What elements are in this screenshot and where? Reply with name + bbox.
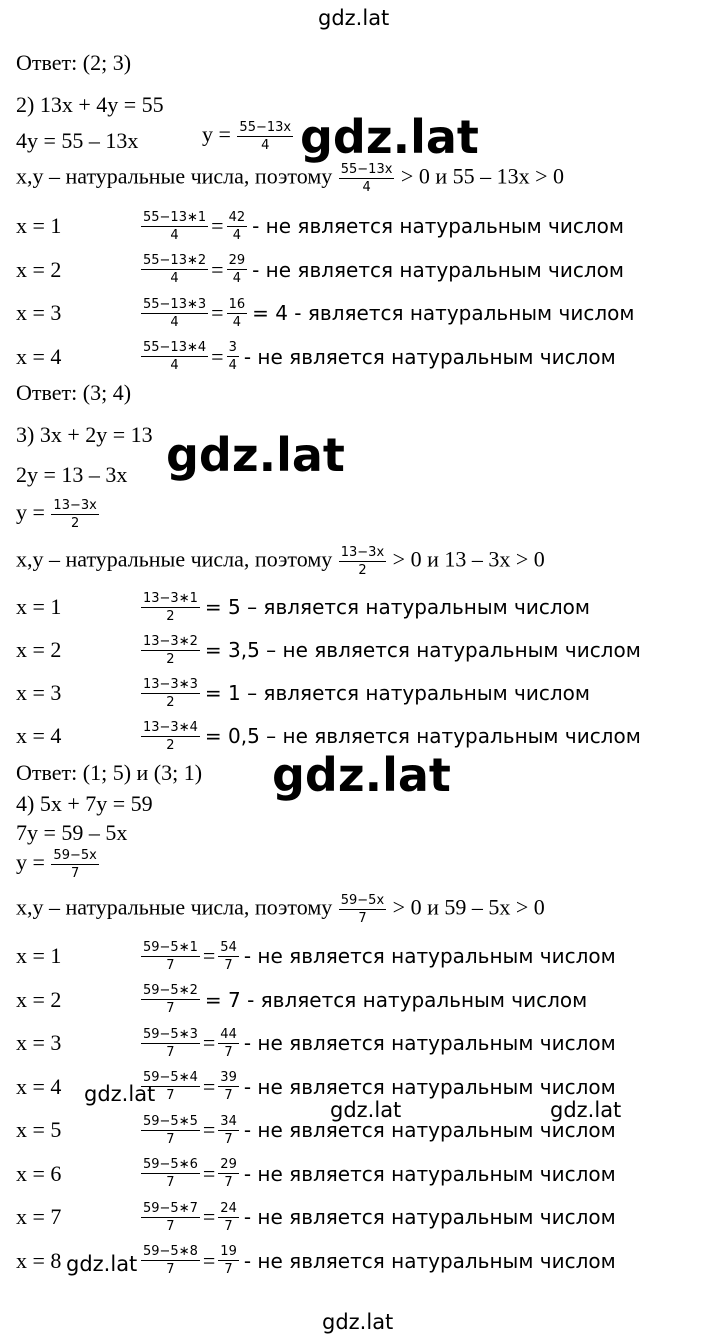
p4-title: 4) 5x + 7y = 59 bbox=[16, 791, 153, 816]
x-value: x = 8 bbox=[16, 1247, 62, 1273]
result-text: - не является натуральным числом bbox=[243, 944, 616, 968]
x-value: x = 1 bbox=[16, 943, 62, 968]
watermark-big: gdz.lat bbox=[272, 748, 451, 802]
p4-row-x1 bbox=[16, 934, 720, 978]
x-value: x = 2 bbox=[16, 256, 62, 282]
fraction: $\frac{55-13∗4}{4}$ bbox=[143, 340, 207, 373]
result-text: - не является натуральным числом bbox=[243, 1031, 616, 1055]
x-value: x = 4 bbox=[16, 343, 62, 369]
fraction: $\frac{13-3∗3}{2}$ bbox=[143, 676, 198, 710]
calculation bbox=[140, 934, 616, 978]
result-fraction: $\frac{42}{4}$ bbox=[228, 209, 246, 243]
calculation bbox=[140, 335, 616, 379]
x-value: x = 2 bbox=[16, 637, 62, 662]
watermark-small: gdz.lat bbox=[84, 1082, 156, 1106]
fraction: $\frac{55-13∗3}{4}$ bbox=[143, 296, 207, 330]
result-text: - не является натуральным числом bbox=[243, 1248, 616, 1273]
x-value: x = 3 bbox=[16, 300, 62, 325]
result-fraction: $\frac{29}{7}$ bbox=[220, 1157, 237, 1190]
fraction: $\frac{55-13x}{4}$ bbox=[340, 162, 393, 195]
p3-answer: Ответ: (1; 5) и (3; 1) bbox=[16, 760, 203, 785]
p3-equation: 2y = 13 – 3x bbox=[16, 462, 128, 487]
calculation bbox=[140, 1195, 616, 1239]
result-fraction: $\frac{24}{7}$ bbox=[220, 1200, 237, 1234]
p3-y-expression: y = $\frac{13-3x}{2}$ bbox=[16, 498, 97, 531]
answer-previous: Ответ: (2; 3) bbox=[16, 50, 132, 75]
fraction: $\frac{59-5∗8}{7}$ bbox=[143, 1244, 198, 1277]
fraction: $\frac{59-5x}{7}$ bbox=[53, 848, 97, 881]
fraction: $\frac{55-13x}{4}$ bbox=[239, 120, 292, 153]
x-value: x = 1 bbox=[16, 213, 62, 238]
calculation bbox=[140, 291, 634, 335]
p2-y-expression: y = $\frac{55-13x}{4}$ bbox=[202, 120, 292, 153]
result-fraction: $\frac{44}{7}$ bbox=[220, 1026, 237, 1060]
watermark-small: gdz.lat bbox=[550, 1098, 622, 1122]
result-text: - не является натуральным числом bbox=[243, 344, 616, 369]
equals-sign: = bbox=[202, 1204, 216, 1229]
x-value: x = 6 bbox=[16, 1160, 62, 1186]
p4-y-expression: y = $\frac{59-5x}{7}$ bbox=[16, 848, 97, 881]
fraction: $\frac{13-3∗2}{2}$ bbox=[143, 633, 198, 667]
result-fraction: $\frac{39}{7}$ bbox=[220, 1070, 237, 1103]
p2-row-x3 bbox=[16, 291, 720, 335]
p4-condition: x,y – натуральные числа, поэтому $\frac{59-5x}{7}$ > 0 и 59 – 5x > 0 bbox=[16, 893, 545, 926]
equals-sign: = bbox=[211, 256, 224, 282]
result-text: - не является натуральным числом bbox=[243, 1074, 616, 1099]
result-text: = 1 – является натуральным числом bbox=[204, 681, 590, 705]
result-text: - не является натуральным числом bbox=[252, 257, 624, 282]
equals-sign: = bbox=[202, 1160, 216, 1186]
fraction: $\frac{59-5∗4}{7}$ bbox=[143, 1070, 198, 1103]
result-fraction: $\frac{19}{7}$ bbox=[220, 1244, 237, 1277]
p4-row-x6 bbox=[16, 1152, 720, 1196]
fraction: $\frac{59-5∗2}{7}$ bbox=[143, 983, 198, 1016]
x-value: x = 2 bbox=[16, 986, 62, 1012]
result-fraction: $\frac{54}{7}$ bbox=[220, 939, 237, 973]
fraction: $\frac{13-3∗4}{2}$ bbox=[143, 719, 198, 753]
equals-sign: = bbox=[202, 1247, 216, 1273]
result-text: = 5 – является натуральным числом bbox=[204, 595, 590, 619]
fraction: $\frac{55-13∗2}{4}$ bbox=[143, 253, 207, 286]
p4-row-x7 bbox=[16, 1195, 720, 1239]
x-value: x = 7 bbox=[16, 1204, 62, 1229]
calculation bbox=[140, 204, 624, 248]
watermark-bottom: gdz.lat bbox=[322, 1310, 394, 1334]
calculation bbox=[140, 628, 641, 672]
result-fraction: $\frac{3}{4}$ bbox=[228, 340, 237, 373]
x-value: x = 3 bbox=[16, 1030, 62, 1055]
watermark-top: gdz.lat bbox=[318, 6, 390, 30]
calculation bbox=[140, 248, 624, 292]
p4-equation: 7y = 59 – 5x bbox=[16, 820, 128, 845]
equals-sign: = bbox=[211, 300, 224, 325]
p2-row-x2 bbox=[16, 248, 720, 292]
x-value: x = 4 bbox=[16, 1073, 62, 1099]
watermark-big: gdz.lat bbox=[300, 110, 479, 164]
calculation bbox=[140, 1021, 616, 1065]
result-text: - не является натуральным числом bbox=[243, 1161, 616, 1186]
fraction: $\frac{13-3∗1}{2}$ bbox=[143, 590, 198, 624]
fraction: $\frac{59-5∗1}{7}$ bbox=[143, 939, 198, 973]
result-fraction: $\frac{16}{4}$ bbox=[228, 296, 246, 330]
p3-title: 3) 3x + 2y = 13 bbox=[16, 422, 153, 447]
watermark-small: gdz.lat bbox=[66, 1252, 138, 1276]
result-text: - не является натуральным числом bbox=[243, 1205, 616, 1229]
p3-row-x2 bbox=[16, 628, 720, 672]
p2-title: 2) 13x + 4y = 55 bbox=[16, 92, 164, 117]
x-value: x = 3 bbox=[16, 680, 62, 705]
p2-answer: Ответ: (3; 4) bbox=[16, 380, 132, 405]
result-text: - не является натуральным числом bbox=[252, 214, 624, 238]
fraction: $\frac{59-5∗7}{7}$ bbox=[143, 1200, 198, 1234]
equals-sign: = bbox=[202, 943, 216, 968]
result-text: = 4 - является натуральным числом bbox=[252, 301, 635, 325]
x-value: x = 1 bbox=[16, 594, 62, 619]
result-fraction: $\frac{29}{4}$ bbox=[228, 253, 246, 286]
equals-sign: = bbox=[202, 1117, 216, 1142]
result-fraction: $\frac{34}{7}$ bbox=[220, 1113, 237, 1147]
p3-row-x3 bbox=[16, 671, 720, 715]
watermark-big: gdz.lat bbox=[166, 428, 345, 482]
calculation bbox=[140, 978, 587, 1022]
result-text: = 0,5 – не является натуральным числом bbox=[204, 724, 641, 748]
p2-row-x1 bbox=[16, 204, 720, 248]
p4-row-x2 bbox=[16, 978, 720, 1022]
equals-sign: = bbox=[211, 213, 224, 238]
p2-condition: x,y – натуральные числа, поэтому $\frac{55-13x}{4}$ > 0 и 55 – 13x > 0 bbox=[16, 162, 565, 195]
fraction: $\frac{55-13∗1}{4}$ bbox=[143, 209, 207, 243]
p2-equation: 4y = 55 – 13x bbox=[16, 128, 139, 153]
equals-sign: = bbox=[202, 1030, 216, 1055]
p2-row-x4 bbox=[16, 335, 720, 379]
x-value: x = 5 bbox=[16, 1117, 62, 1142]
watermark-small: gdz.lat bbox=[330, 1098, 402, 1122]
calculation bbox=[140, 1152, 616, 1196]
equals-sign: = bbox=[211, 343, 224, 369]
calculation bbox=[140, 671, 590, 715]
calculation bbox=[140, 1239, 616, 1283]
fraction: $\frac{59-5∗5}{7}$ bbox=[143, 1113, 198, 1147]
fraction: $\frac{59-5∗3}{7}$ bbox=[143, 1026, 198, 1060]
fraction: $\frac{59-5x}{7}$ bbox=[340, 893, 385, 926]
fraction: $\frac{13-3x}{2}$ bbox=[340, 545, 385, 578]
result-text: = 7 - является натуральным числом bbox=[204, 987, 588, 1012]
calculation bbox=[140, 585, 590, 629]
x-value: x = 4 bbox=[16, 723, 62, 748]
fraction: $\frac{13-3x}{2}$ bbox=[53, 498, 97, 531]
p4-row-x3 bbox=[16, 1021, 720, 1065]
p3-condition: x,y – натуральные числа, поэтому $\frac{13-3x}{2}$ > 0 и 13 – 3x > 0 bbox=[16, 545, 545, 578]
fraction: $\frac{59-5∗6}{7}$ bbox=[143, 1157, 198, 1190]
p3-row-x1 bbox=[16, 585, 720, 629]
result-text: = 3,5 – не является натуральным числом bbox=[204, 638, 641, 662]
equals-sign: = bbox=[202, 1073, 216, 1099]
result-text: - не является натуральным числом bbox=[243, 1118, 616, 1142]
